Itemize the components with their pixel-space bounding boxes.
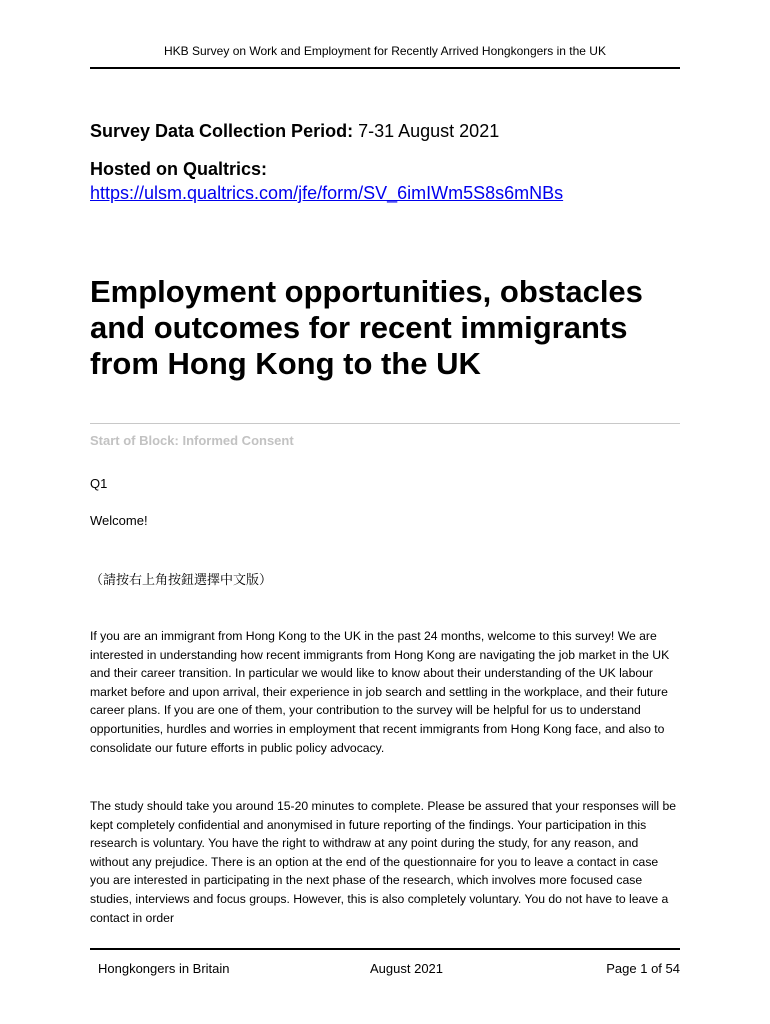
header-rule xyxy=(90,67,680,69)
block-label: Start of Block: Informed Consent xyxy=(90,433,294,448)
running-header: HKB Survey on Work and Employment for Recently Arrived Hongkongers in the UK xyxy=(164,44,606,58)
chinese-version-note: （請按右上角按鈕選擇中文版） xyxy=(90,573,273,588)
question-number: Q1 xyxy=(90,476,108,491)
collection-period xyxy=(90,121,499,142)
document-title: Employment opportunities, obstacles and outcomes for recent immigrants from Hong Kong to the UK xyxy=(90,274,643,381)
page-number: Page 1 of 54 xyxy=(606,961,680,976)
survey-link[interactable]: https://ulsm.qualtrics.com/jfe/form/SV_6imIWm5S8s6mNBs xyxy=(90,183,564,203)
footer-date: August 2021 xyxy=(370,961,444,976)
consent-paragraph: The study should take you around 15-20 minutes to complete. Please be assured that your responses will be kept completely confidential and anonymised in future reporting of the findings. Your participation in this research is voluntary. You have the right to withdraw at any point during the study, for any reason, and without any prejudice. There is an option at the end of the questionnaire for you to leave a contact in case you are interested in participating in the next phase of the research, which involves more focused case studies, interviews and focus groups. However, this is also completely voluntary. You do not have to leave a contact in order xyxy=(90,799,677,925)
hosted-label: Hosted on Qualtrics: xyxy=(90,159,268,179)
intro-paragraph: If you are an immigrant from Hong Kong to the UK in the past 24 months, welcome to this survey! We are interested in understanding how recent immigrants from Hong Kong are navigating the job market in the UK and their career transition. In particular we would like to know about their understanding of the UK labour market before and upon arrival, their experience in job search and settling in the workplace, and their future career plans. If you are one of them, your contribution to the survey will be helpful for us to understand opportunities, hurdles and worries in employment that recent immigrants from Hong Kong face, and also to consolidate our future efforts in public policy advocacy. xyxy=(90,629,670,755)
period-value: 7-31 August 2021 xyxy=(358,121,500,141)
welcome-text: Welcome! xyxy=(90,513,148,528)
footer-rule xyxy=(90,948,680,950)
footer-organisation: Hongkongers in Britain xyxy=(98,961,230,976)
block-divider xyxy=(90,423,680,424)
period-label: Survey Data Collection Period: xyxy=(90,121,354,141)
